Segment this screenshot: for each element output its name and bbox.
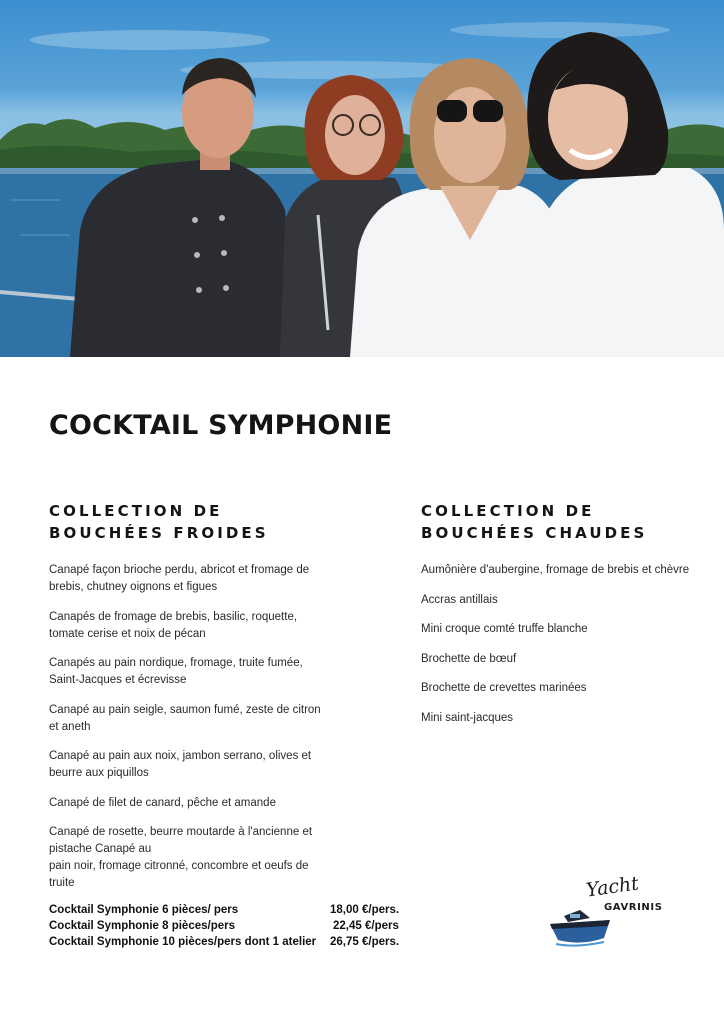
- price-label: Cocktail Symphonie 8 pièces/pers: [49, 920, 235, 932]
- hot-bite-item: Mini croque comté truffe blanche: [421, 623, 588, 635]
- hot-bite-item: Mini saint-jacques: [421, 711, 514, 724]
- hot-bite-item: Brochette de bœuf: [421, 652, 517, 665]
- price-value: 22,45 €/pers: [333, 920, 399, 932]
- team-photo-illustration: [0, 0, 724, 357]
- price-value: 18,00 €/pers.: [330, 904, 400, 916]
- team-photo: [0, 0, 724, 357]
- cold-bites-heading: COLLECTION DE BOUCHÉES FROIDES: [49, 502, 269, 542]
- price-list: [49, 902, 404, 950]
- price-row: [49, 934, 404, 950]
- hot-bites-heading: COLLECTION DE BOUCHÉES CHAUDES: [421, 502, 648, 542]
- price-label: Cocktail Symphonie 6 pièces/ pers: [49, 904, 239, 916]
- cold-bite-item: Canapé de rosette, beurre moutarde à l'ancienne et pistache Canapé au pain noir, fromage citronné, concombre et oeufs de truite: [49, 826, 313, 889]
- price-value: 26,75 €/pers.: [330, 936, 400, 948]
- hot-bite-item: Accras antillais: [421, 593, 498, 606]
- logo-script-text: Yacht: [584, 872, 641, 902]
- yacht-gavrinis-logo: [546, 872, 666, 956]
- cold-bite-item: Canapés de fromage de brebis, basilic, roquette, tomate cerise et noix de pécan: [49, 610, 298, 640]
- cold-bite-item: Canapé au pain seigle, saumon fumé, zeste de citron et aneth: [49, 703, 321, 733]
- price-label: Cocktail Symphonie 10 pièces/pers dont 1 atelier: [49, 936, 317, 948]
- logo-wordmark: GAVRINIS: [604, 902, 663, 913]
- boat-icon: [546, 900, 616, 952]
- cold-bite-item: Canapés au pain nordique, fromage, truite fumée, Saint-Jacques et écrevisse: [49, 657, 303, 686]
- page-title: COCKTAIL SYMPHONIE: [49, 410, 393, 441]
- cold-bites-column: [49, 500, 329, 905]
- hot-bite-item: Aumônière d'aubergine, fromage de brebis et chèvre: [421, 564, 690, 576]
- cold-bite-item: Canapé de filet de canard, pêche et amande: [49, 796, 276, 809]
- hot-bite-item: Brochette de crevettes marinées: [421, 682, 587, 694]
- cold-bite-item: Canapé au pain aux noix, jambon serrano, olives et beurre aux piquillos: [49, 750, 312, 779]
- cold-bite-item: Canapé façon brioche perdu, abricot et fromage de brebis, chutney oignons et figues: [49, 564, 310, 593]
- price-row: [49, 902, 404, 918]
- hot-bites-column: [421, 500, 691, 739]
- price-row: [49, 918, 404, 934]
